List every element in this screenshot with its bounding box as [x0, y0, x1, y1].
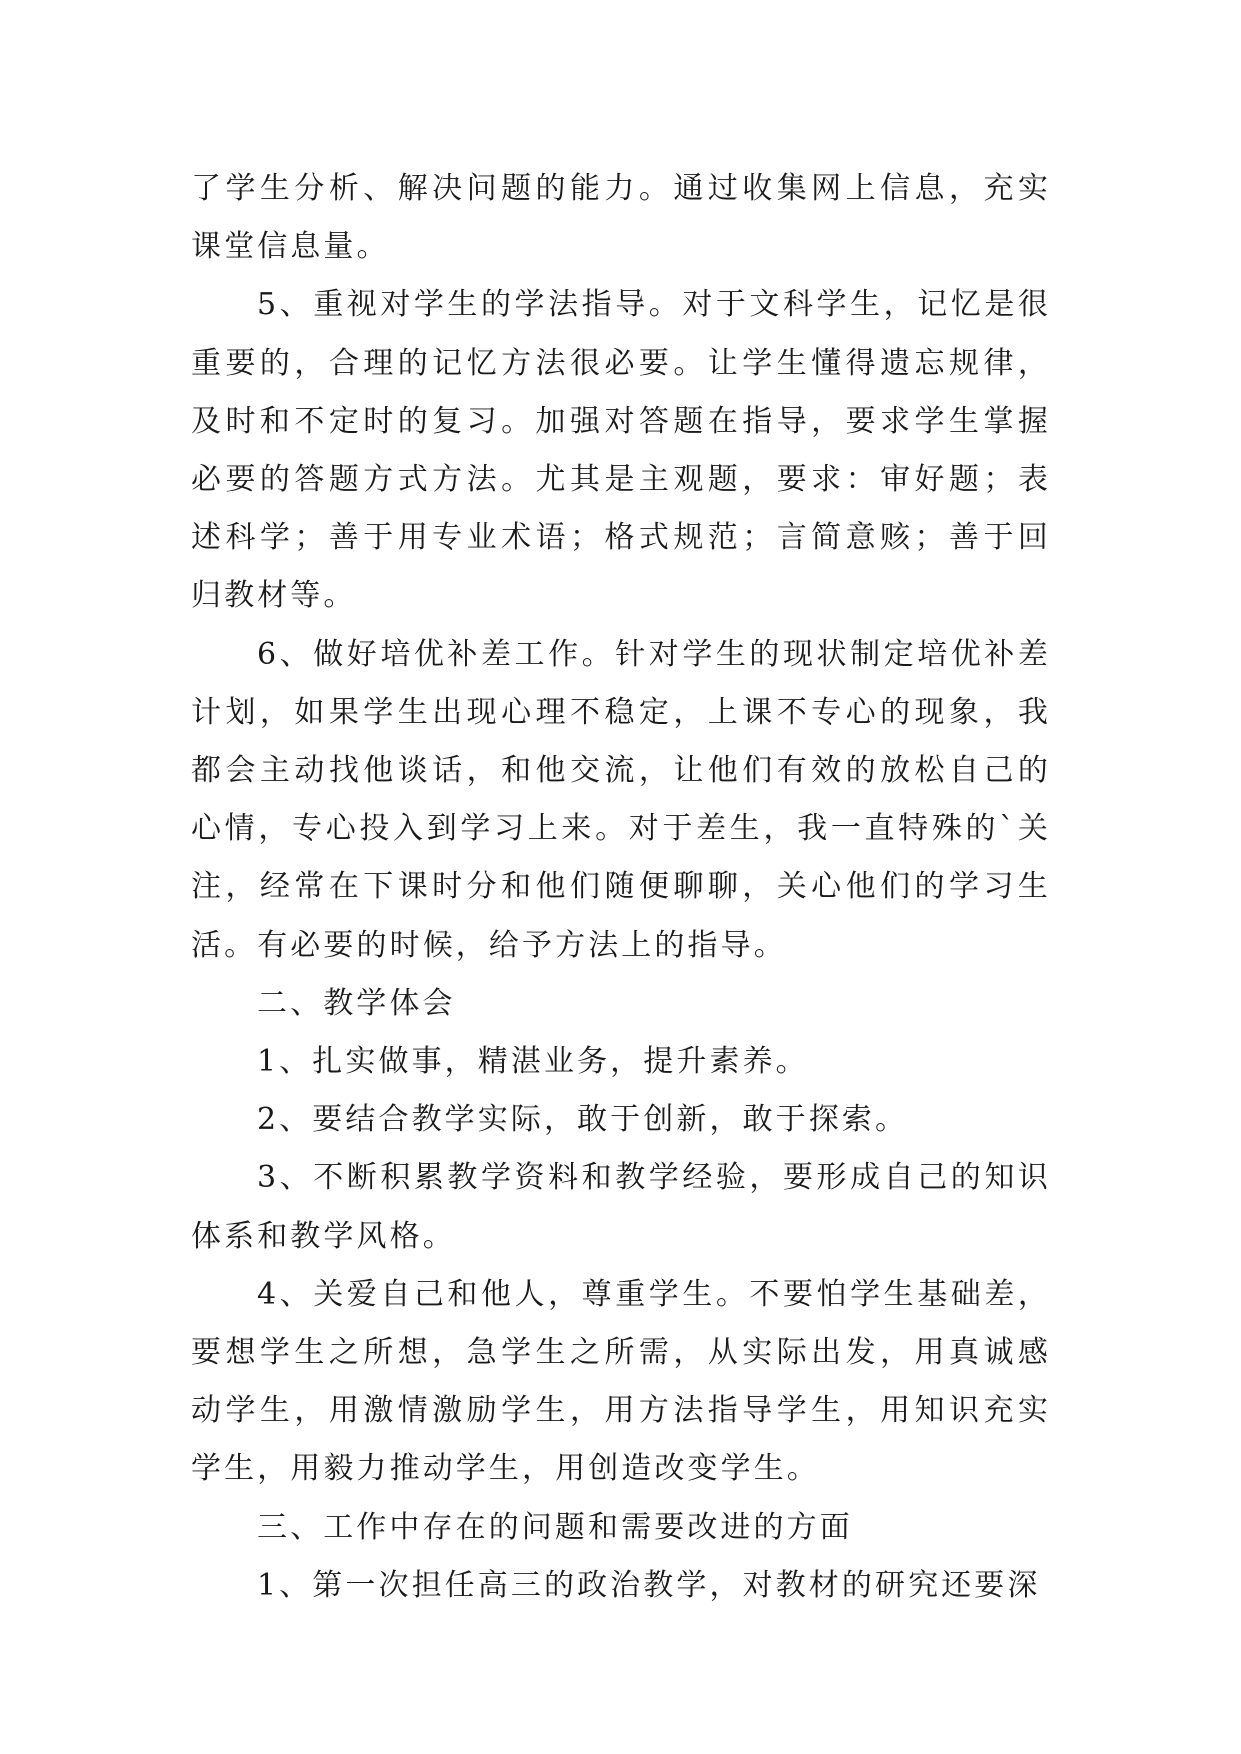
paragraph-insight-4: 4、关爱自己和他人，尊重学生。不要怕学生基础差，要想学生之所想，急学生之所需，从实际出发，用真诚感动学生，用激情激励学生，用方法指导学生，用知识充实学生，用毅力推动学生，用创造改变学生。: [191, 1276, 1051, 1487]
paragraph-insight-3: 3、不断积累教学资料和教学经验，要形成自己的知识体系和教学风格。: [191, 1160, 1051, 1254]
section-heading-teaching-insights: 二、教学体会: [257, 985, 456, 1021]
paragraph-continuation: 了学生分析、解决问题的能力。通过收集网上信息，充实课堂信息量。: [191, 171, 1051, 265]
paragraph-insight-1: 1、扎实做事，精湛业务，提升素养。: [257, 1044, 809, 1080]
paragraph-item-5-study-guidance: 5、重视对学生的学法指导。对于文科学生，记忆是很重要的，合理的记忆方法很必要。让学生懂得遗忘规律，及时和不定时的复习。加强对答题在指导，要求学生掌握必要的答题方式方法。尤其是主观题，要求：审好题；表述科学；善于用专业术语；格式规范；言简意赅；善于回归教材等。: [191, 287, 1051, 614]
paragraph-item-6-tutoring: 6、做好培优补差工作。针对学生的现状制定培优补差计划，如果学生出现心理不稳定，上课不专心的现象，我都会主动找他谈话，和他交流，让他们有效的放松自己的心情，专心投入到学习上来。对于差生，我一直特殊的`关注，经常在下课时分和他们随便聊聊，关心他们的学习生活。有必要的时候，给予方法上的指导。: [191, 636, 1051, 963]
paragraph-problem-1: 1、第一次担任高三的政治教学，对教材的研究还要深: [257, 1567, 1041, 1603]
section-heading-problems: 三、工作中存在的问题和需要改进的方面: [257, 1509, 853, 1545]
paragraph-insight-2: 2、要结合教学实际，敢于创新，敢于探索。: [257, 1102, 909, 1138]
document-body: [191, 160, 1051, 1615]
